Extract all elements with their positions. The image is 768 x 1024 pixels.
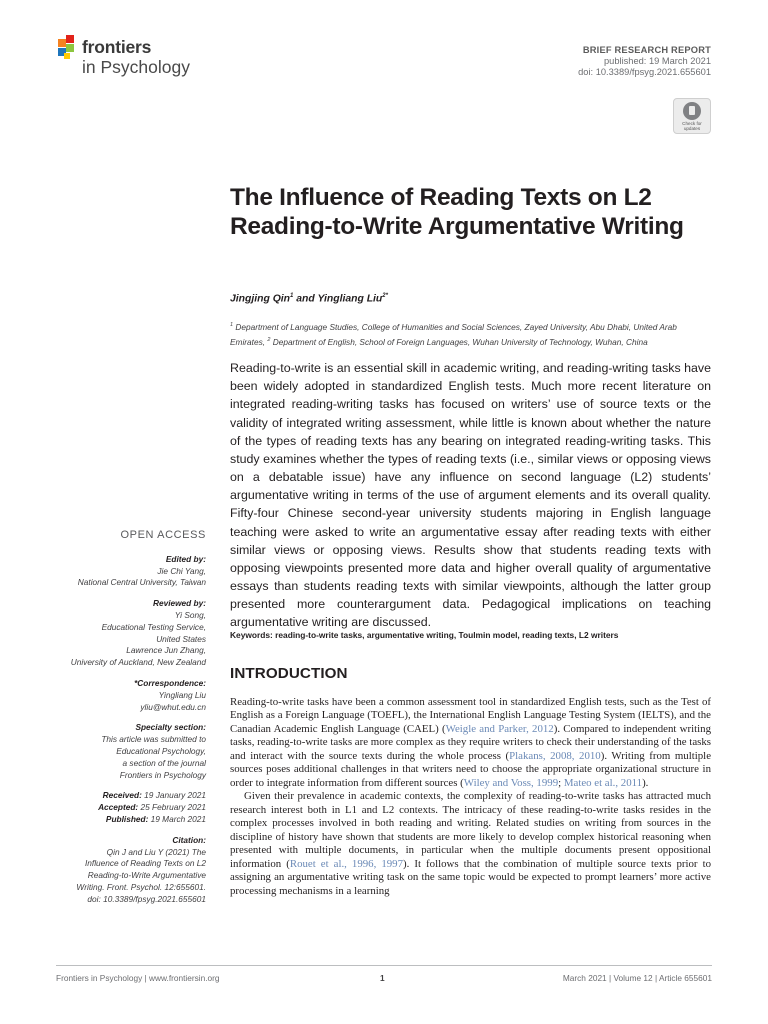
reviewer-2-affiliation: University of Auckland, New Zealand — [70, 657, 206, 668]
received-date — [40, 790, 206, 802]
correspondence-name: Yingliang Liu — [158, 689, 206, 700]
citation-label: Citation: — [172, 834, 206, 845]
journal-name: in Psychology — [82, 57, 190, 77]
reviewer-1-name[interactable]: Yi Song, — [174, 609, 206, 620]
text-run: ). Compared to independent writing tasks, reading-to-write tasks are more complex as they require writers to check their understanding of the tasks and interact with the source texts during the whole process ( — [230, 722, 711, 762]
reviewed-by-label: Reviewed by: — [152, 598, 206, 609]
intro-paragraph-1 — [230, 696, 711, 790]
introduction-body — [230, 696, 711, 898]
text-run: Reading-to-write tasks have been a common assessment tool in standardized English tests, such as the Test of English as a Foreign Language (TOEFL), the International English Language Testing System (IELTS), and the Canadian Academic English Language (CAEL) ( — [230, 696, 711, 735]
intro-paragraph-2 — [230, 790, 711, 898]
citation-line-4: Writing. Front. Psychol. 12:655601. — [76, 881, 206, 892]
affil-1: Department of Language Studies, College of Humanities and Social Sciences, Zayed University, Abu Dhabi, United Arab Emirates, — [230, 321, 677, 347]
accepted-label: Accepted: — [98, 802, 139, 813]
journal-brand: frontiers — [82, 37, 152, 57]
reviewer-1-country: United States — [156, 633, 206, 644]
page-number: 1 — [380, 973, 385, 983]
editor-name[interactable]: Jie Chi Yang, — [157, 565, 206, 576]
text-run: ). Writing from multiple sources poses additional challenges in that writers need to choose the appropriate organizational structure in order to integrate information from different sources ( — [230, 749, 712, 789]
edited-by-label: Edited by: — [165, 553, 206, 564]
specialty-line-1: This article was submitted to — [101, 734, 206, 745]
affil-2: Department of English, School of Foreign Languages, Wuhan University of Technology, Wuhan, China — [270, 336, 648, 347]
published-label: Published: — [105, 813, 149, 824]
citation-link[interactable]: Rouet et al., 1996, 1997 — [289, 857, 404, 870]
citation-line-2: Influence of Reading Texts on L2 — [84, 858, 206, 869]
received-label: Received: — [102, 790, 142, 801]
footer-divider — [56, 965, 712, 966]
citation-line-1: Qin J and Liu Y (2021) The — [106, 846, 206, 857]
citation-link[interactable]: Mateo et al., 2011 — [563, 776, 643, 789]
specialty-line-2: Educational Psychology, — [116, 745, 206, 756]
author-2[interactable]: Yingliang Liu — [317, 293, 383, 305]
authors-and: and — [293, 293, 318, 305]
reviewer-1-affiliation: Educational Testing Service, — [101, 621, 206, 632]
accepted-date — [40, 802, 206, 814]
affil-2-sup: 2 — [267, 336, 271, 343]
article-meta — [578, 45, 711, 78]
updates-label-2: updates — [683, 126, 701, 131]
accepted-value: 25 February 2021 — [138, 802, 206, 813]
published-value: 19 March 2021 — [148, 813, 206, 824]
citation-line-3: Reading-to-Write Argumentative — [87, 870, 206, 881]
affiliations — [230, 319, 710, 349]
frontiers-logo-icon — [56, 35, 80, 61]
citation-doi[interactable]: doi: 10.3389/fpsyg.2021.655601 — [87, 893, 206, 904]
text-run: Given their prevalence in academic contexts, the complexity of reading-to-write tasks has attracted much research interest both in L1 and L2 contexts. The intricacy of these reading-to-write tasks resides in the complex processes involved in both reading and writing. Related studies on writing from sources in the discipline of history have shown that students are more likely to develop complex historical reasoning when presented with multiple documents, in particular when the multiple documents present oppositional information ( — [230, 790, 711, 870]
affil-1-sup: 1 — [230, 322, 234, 328]
citation-link[interactable]: Wiley and Voss, 1999 — [463, 776, 559, 789]
authors — [230, 293, 388, 304]
editor-affiliation: National Central University, Taiwan — [77, 577, 206, 588]
published-date: published: 19 March 2021 — [604, 56, 711, 66]
bookmark-icon — [683, 102, 701, 120]
author-1-sup: 1 — [290, 293, 294, 299]
article-sidebar — [40, 530, 206, 906]
footer-volume-info: March 2021 | Volume 12 | Article 655601 — [562, 973, 712, 983]
specialty-line-4: Frontiers in Psychology — [119, 769, 206, 780]
specialty-section-label: Specialty section: — [135, 722, 206, 733]
keywords: Keywords: reading-to-write tasks, argumentative writing, Toulmin model, reading texts, L2 writers — [230, 630, 619, 640]
text-run: ). It follows that the combination of multiple source texts prior to assigning an argumentative writing task on the same topic would be expected to prompt learners’ more active processing mechanisms in a learning — [230, 857, 712, 897]
published-date-sidebar — [40, 814, 206, 826]
updates-label-1: Check for — [682, 121, 702, 126]
article-title: The Influence of Reading Texts on L2 Reading-to-Write Argumentative Writing — [230, 184, 684, 240]
reviewer-2-name[interactable]: Lawrence Jun Zhang, — [126, 645, 206, 656]
abstract: Reading-to-write is an essential skill in academic writing, and reading-writing tasks have been widely adopted in standardized English tests. Much more recent literature on integrated reading-writing tasks has focused on writers’ use of source texts or the validity of integrated writing assessment, while little is known about whether the nature of the types of reading texts has any bearing on integrated reading-writing tasks. This study examines whether the types of reading texts (i.e., similar views or opposing views on a debatable issue) have any influence on second language (L2) students’ argumentative writing in terms of the use of argument elements and its overall quality. Fifty-four Chinese second-year university students majoring in English language teaching were asked to write an argumentative essay after reading texts with either similar views or opposing views. Results show that students reading texts with opposing viewpoints presented more data and higher overall quality of argumentative essays than students reading texts with similar viewpoints, although the latter group presented more counterargument data. Pedagogical implications on teaching argumentative writing are discussed. — [230, 361, 711, 630]
citation-link[interactable]: Plakans, 2008, 2010 — [509, 749, 601, 762]
citation-link[interactable]: Weigle and Parker, 2012 — [445, 722, 554, 735]
article-type: BRIEF RESEARCH REPORT — [582, 45, 711, 55]
journal-logo[interactable] — [56, 32, 216, 82]
specialty-line-3: a section of the journal — [122, 757, 206, 768]
author-1[interactable]: Jingjing Qin — [230, 293, 291, 305]
text-run: ). — [642, 776, 649, 789]
open-access-label: OPEN ACCESS — [120, 529, 206, 541]
author-2-sup: 2* — [382, 293, 388, 299]
section-heading-introduction: INTRODUCTION — [230, 665, 348, 682]
correspondence-email[interactable]: yliu@whut.edu.cn — [140, 701, 206, 712]
correspondence-label: *Correspondence: — [134, 677, 206, 688]
text-run: ; — [558, 776, 564, 789]
check-for-updates-button[interactable] — [673, 98, 711, 134]
doi[interactable]: doi: 10.3389/fpsyg.2021.655601 — [578, 67, 711, 77]
received-value: 19 January 2021 — [141, 790, 206, 801]
footer-journal-link[interactable]: Frontiers in Psychology | www.frontiersin.org — [56, 973, 220, 983]
